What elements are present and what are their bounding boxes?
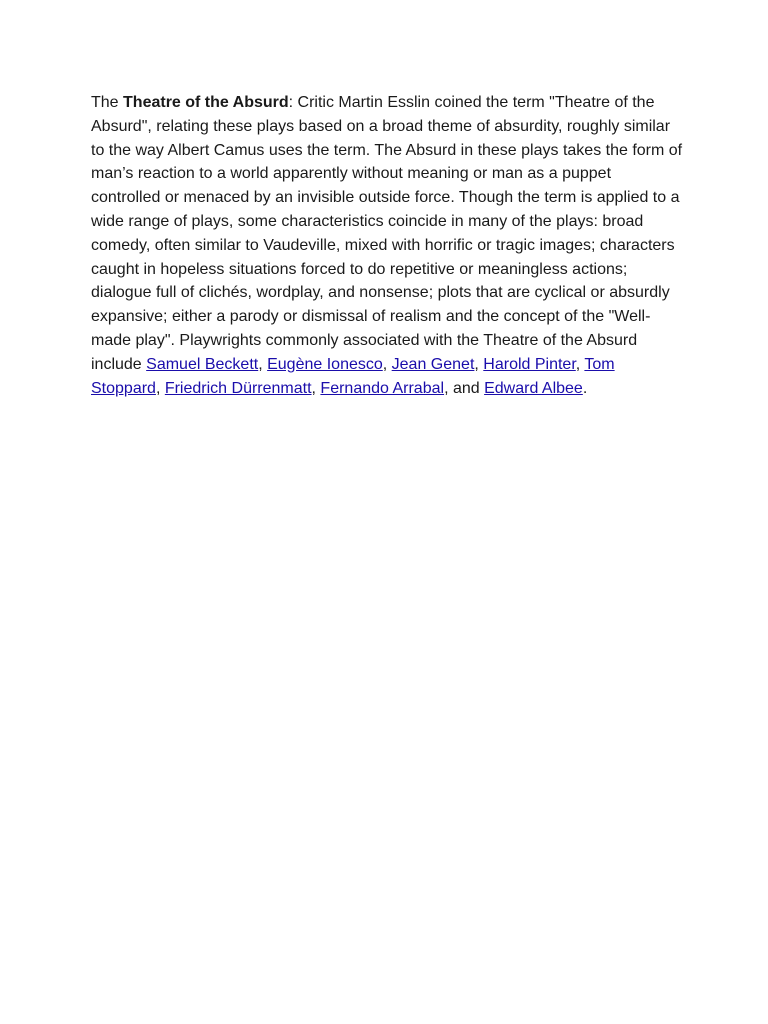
body-paragraph [91,91,683,400]
link-samuel-beckett[interactable]: Samuel Beckett [146,355,259,373]
link-jean-genet[interactable]: Jean Genet [391,355,475,373]
link-friedrich-durrenmatt[interactable]: Friedrich Dürrenmatt [164,379,312,397]
separator: , [155,379,165,397]
link-edward-albee[interactable]: Edward Albee [484,379,583,397]
link-tom-stoppard[interactable]: Tom Stoppard [91,355,615,397]
link-fernando-arrabal[interactable]: Fernando Arrabal [320,379,445,397]
link-eugene-ionesco[interactable]: Eugène Ionesco [267,355,383,373]
bold-term: Theatre of the Absurd [123,94,289,111]
separator: , [474,355,484,373]
separator: , [311,379,321,397]
separator: , [258,355,268,373]
body-text: : Critic Martin Esslin coined the term "Theatre of the Absurd", relating these plays based on a broad theme of absurdity, roughly similar to the way Albert Camus uses the term. The Absurd in these plays takes the form of man’s reaction to a world apparently without meaning or man as a puppet controlled or menaced by an invisible outside force. Though the term is applied to a wide range of plays, some characteristics coincide in many of the plays: broad comedy, often similar to Vaudeville, mixed with horrific or tragic images; characters caught in hopeless situations forced to do repetitive or meaningless actions; dialogue full of clichés, wordplay, and nonsense; plots that are cyclical or absurdly expansive; either a parody or dismissal of realism and the concept of the "Well-made play". Playwrights commonly associated with the Theatre of the Absurd include [91,94,683,373]
separator: , [575,355,585,373]
link-harold-pinter[interactable]: Harold Pinter [483,355,576,373]
conjunction: , and [444,379,485,397]
intro-text: The [91,94,124,111]
separator: , [382,355,392,373]
ending-period: . [582,379,588,397]
